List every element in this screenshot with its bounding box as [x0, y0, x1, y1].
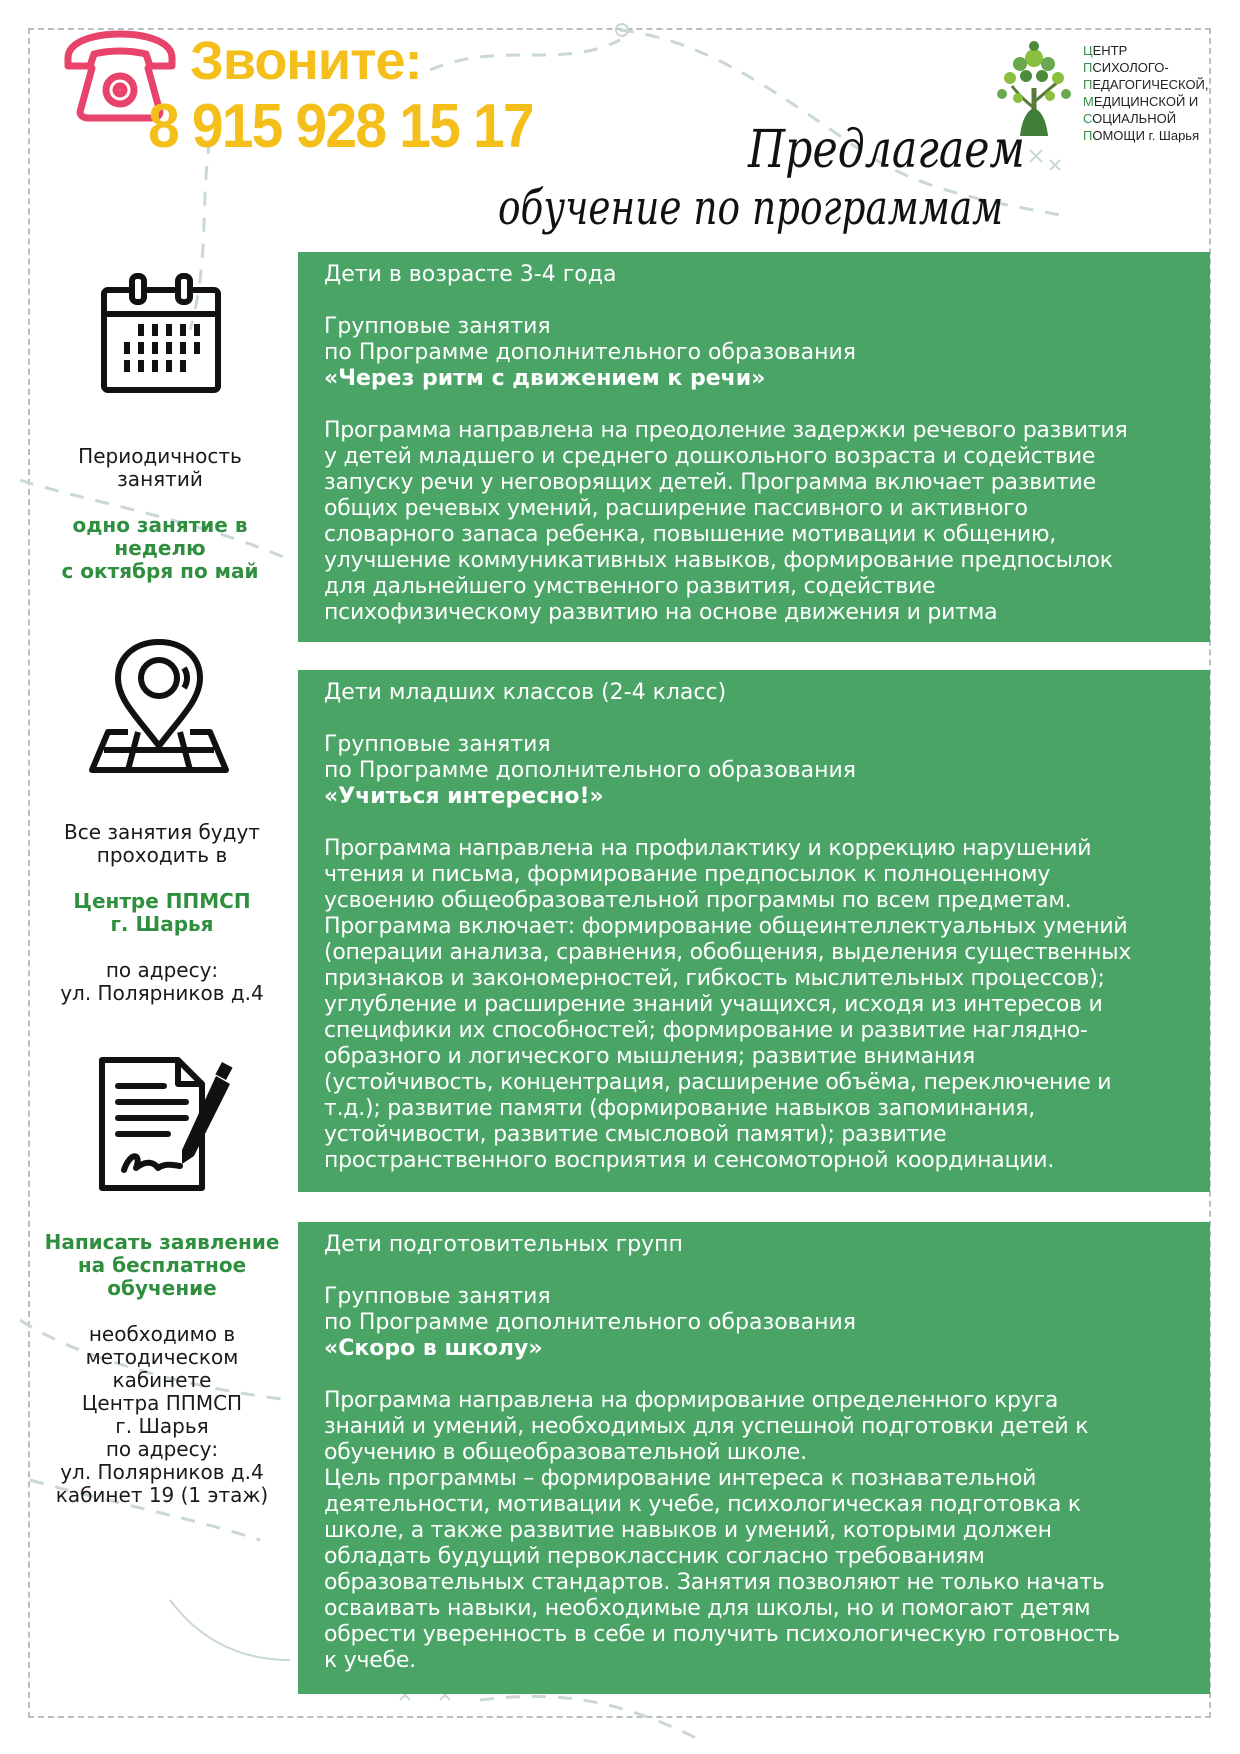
schedule-highlight: одно занятие в неделю с октября по май	[61, 513, 259, 583]
application-details: необходимо в методическом кабинете Центра ППМСП г. Шарья по адресу: ул. Полярников д.4 кабинет 19 (1 этаж)	[55, 1322, 269, 1507]
logo-text	[1083, 42, 1209, 144]
phone-number[interactable]: 8 915 928 15 17	[148, 92, 533, 161]
offer-title-line1: Предлагаем	[748, 120, 1025, 180]
program-description: Программа направлена на профилактику и коррекцию нарушений чтения и письма, формирование предпосылок к полноценному усвоению общеобразовательной программы по всем предметам. Программа включает: формирование общеинтеллектуальных умений (операции анализа, сравнения, обобщения, выделения существенных признаков и закономерностей, гибкость мыслительных процессов); углубление и расширение знаний учащихся, исходя из интересов и специфики их способностей; формирование и развитие наглядно- образного и логического мышления; развитие внимания (устойчивость, концентрация, расширение объёма, переключение и т.д.); развитие памяти (формирование навыков запоминания, устойчивости, развитие смысловой памяти); развитие пространственного восприятия и сенсомоторной координации.	[324, 836, 1132, 1173]
program-name: «Через ритм с движением к речи»	[324, 366, 766, 391]
program-card	[298, 670, 1210, 1192]
program-audience: Дети в возрасте 3-4 года	[324, 262, 617, 287]
location-label: Все занятия будут проходить в	[64, 820, 260, 867]
map-pin-icon	[88, 638, 230, 776]
logo-line: ПЕДАГОГИЧЕСКОЙ,	[1083, 77, 1209, 92]
application-info	[30, 1208, 294, 1530]
program-description: Программа направлена на преодоление задержки речевого развития у детей младшего и среднего дошкольного возраста и содействие запуску речи у неговорящих детей. Программа включает развитие общих речевых умений, расширение пассивного и активного словарного запаса ребенка, повышение мотивации к общению, улучшение коммуникативных навыков, формирование предпосылок для дальнейшего умственного развития, содействие психофизическому развитию на основе движения и ритма	[324, 418, 1128, 625]
location-highlight: Центре ППМСП г. Шарья	[73, 889, 251, 936]
offer-title-line2: обучение по программам	[498, 180, 1004, 236]
program-card	[298, 1222, 1210, 1694]
logo-line: ПОМОЩИ г. Шарья	[1083, 128, 1200, 143]
program-format: Групповые занятия по Программе дополнительного образования	[324, 314, 857, 365]
program-name: «Учиться интересно!»	[324, 784, 604, 809]
application-highlight: Написать заявление на бесплатное обучение	[44, 1230, 280, 1300]
program-name: «Скоро в школу»	[324, 1336, 543, 1361]
program-audience: Дети подготовительных групп	[324, 1232, 683, 1257]
schedule-info	[30, 422, 290, 606]
program-card	[298, 252, 1210, 642]
logo-line: СОЦИАЛЬНОЙ	[1083, 111, 1177, 126]
calendar-icon	[100, 272, 222, 394]
program-audience: Дети младших классов (2-4 класс)	[324, 680, 727, 705]
document-sign-icon	[98, 1056, 238, 1194]
logo-line: ПСИХОЛОГО-	[1083, 60, 1169, 75]
location-info	[40, 798, 284, 1028]
schedule-label: Периодичность занятий	[78, 444, 242, 491]
logo-line: МЕДИЦИНСКОЙ И	[1083, 94, 1199, 109]
location-address: по адресу: ул. Полярников д.4	[60, 958, 264, 1005]
logo-line: ЦЕНТР	[1083, 43, 1128, 58]
program-description: Программа направлена на формирование определенного круга знаний и умений, необходимых для успешной подготовки детей к обучению в общеобразовательной школе. Цель программы – формирование интереса к познавательной деятельности, мотивации к учебе, психологическая подготовка к школе, а также развитие навыков и умений, которыми должен обладать будущий первоклассник согласно требованиям образовательных стандартов. Занятия позволяют не только начать осваивать навыки, необходимые для школы, но и помогают детям обрести уверенность в себе и получить психологическую готовность к учебе.	[324, 1388, 1120, 1673]
program-format: Групповые занятия по Программе дополнительного образования	[324, 1284, 857, 1335]
call-label: Звоните:	[190, 31, 422, 91]
program-format: Групповые занятия по Программе дополнительного образования	[324, 732, 857, 783]
